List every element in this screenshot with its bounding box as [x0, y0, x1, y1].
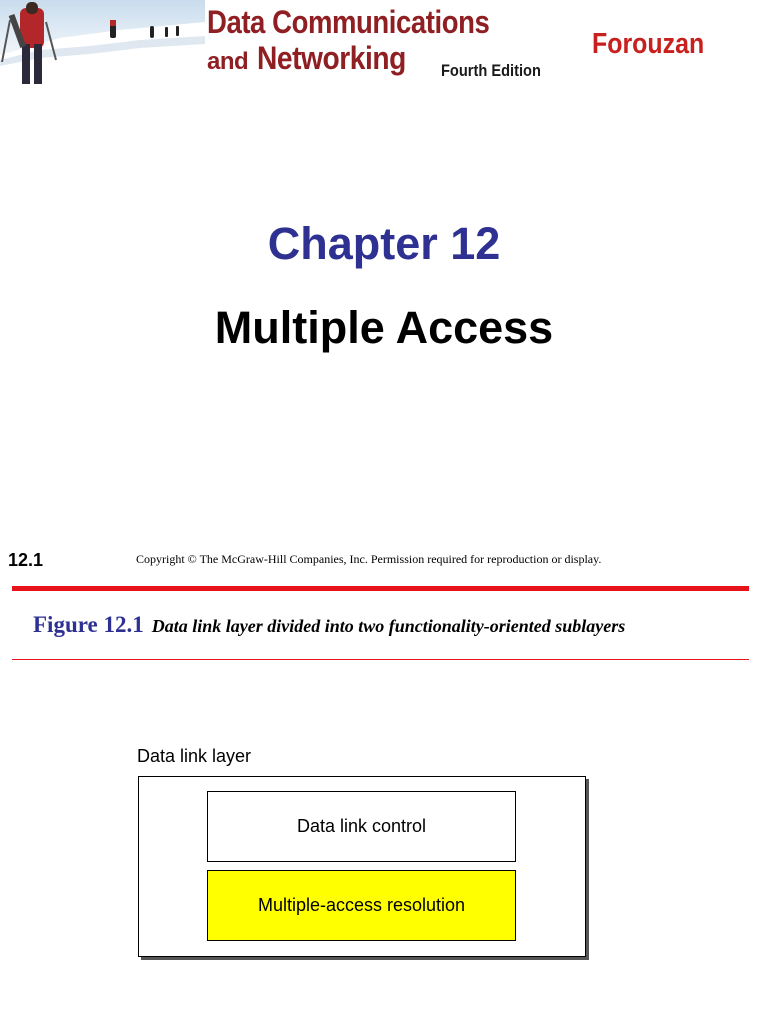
book-title-networking: Networking: [256, 40, 406, 76]
figure-caption: [33, 612, 625, 638]
book-author: Forouzan: [592, 28, 705, 60]
data-link-control-box: [207, 791, 516, 862]
figure-label: Figure 12.1: [33, 612, 144, 637]
slide-divider: [12, 586, 749, 591]
mountaineers-photo: [0, 0, 205, 93]
caption-divider: [12, 659, 749, 660]
book-title-line1: Data Communications: [207, 4, 490, 40]
book-banner: [0, 0, 768, 93]
book-title-line2: [207, 40, 426, 76]
multiple-access-resolution-box: [207, 870, 516, 941]
data-link-control-label: Data link control: [296, 816, 427, 836]
book-edition: Fourth Edition: [441, 61, 541, 80]
multiple-access-resolution-label: Multiple-access resolution: [257, 895, 466, 915]
data-link-layer-label: Data link layer: [137, 746, 252, 766]
chapter-subtitle: Multiple Access: [214, 302, 554, 353]
slide-number: 12.1: [8, 550, 44, 570]
copyright-notice: Copyright © The McGraw-Hill Companies, Inc. Permission required for reproduction or display.: [136, 552, 602, 566]
book-title-and: and: [207, 48, 249, 75]
chapter-title: Chapter 12: [267, 218, 501, 269]
figure-description: Data link layer divided into two functionality-oriented sublayers: [151, 616, 626, 636]
